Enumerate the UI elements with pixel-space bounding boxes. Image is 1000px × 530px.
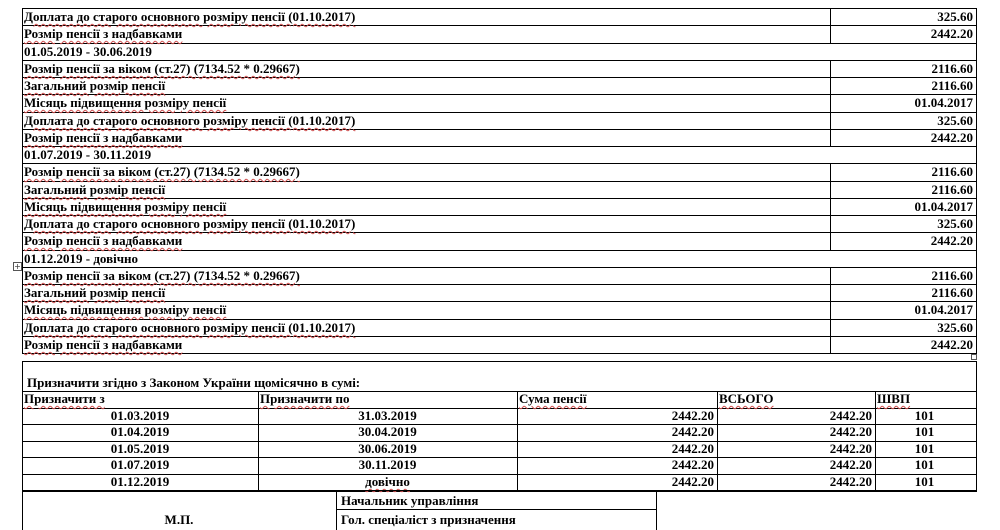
col-split bbox=[830, 232, 831, 250]
row-border-left bbox=[22, 77, 23, 94]
assign-cell: 2442.20 bbox=[671, 408, 714, 423]
pension-line-label: Розмір пенсії з надбавками bbox=[24, 130, 183, 145]
col-split bbox=[830, 8, 831, 25]
pension-line-label: Доплата до старого основного розміру пенсії (01.10.2017) bbox=[24, 216, 356, 231]
row-border-right bbox=[976, 319, 977, 336]
pension-line-value: 2116.60 bbox=[931, 285, 973, 300]
period-heading: 01.05.2019 - 30.06.2019 bbox=[24, 44, 152, 59]
stamp-label: М.П. bbox=[164, 512, 194, 527]
assign-cell: 30.06.2019 bbox=[358, 441, 417, 456]
assign-cell: 101 bbox=[914, 408, 935, 423]
row-border-left bbox=[22, 232, 23, 250]
row-border-left bbox=[22, 250, 23, 267]
row-border-right bbox=[976, 232, 977, 250]
row-border-right bbox=[976, 250, 977, 267]
row-border-right bbox=[976, 129, 977, 146]
assign-cell: 01.12.2019 bbox=[110, 474, 170, 489]
row-line bbox=[22, 43, 977, 44]
row-border-right bbox=[976, 77, 977, 94]
assign-header: ШВП bbox=[877, 391, 911, 406]
pension-line-value: 2442.20 bbox=[930, 233, 973, 248]
row-border-left bbox=[22, 8, 23, 25]
row-border-left bbox=[22, 25, 23, 43]
pension-line-value: 2442.20 bbox=[930, 26, 973, 41]
col-split bbox=[830, 319, 831, 336]
row-border-left bbox=[22, 94, 23, 112]
assign-header: Призначити по bbox=[260, 391, 350, 406]
pension-line-value: 2116.60 bbox=[931, 268, 973, 283]
assign-cell: 101 bbox=[914, 424, 935, 439]
assign-cell: 2442.20 bbox=[829, 457, 872, 472]
assign-cell: 30.11.2019 bbox=[358, 457, 417, 472]
footer-mid-line bbox=[336, 490, 337, 530]
pension-line-label: Розмір пенсії з надбавками bbox=[24, 26, 183, 41]
row-border-right bbox=[976, 267, 977, 284]
assign-header: Сума пенсії bbox=[519, 391, 587, 406]
pension-line-value: 2442.20 bbox=[930, 337, 973, 352]
assign-header: Призначити з bbox=[24, 391, 105, 406]
row-border-right bbox=[976, 198, 977, 215]
footer-right-line bbox=[656, 490, 657, 530]
row-border-left bbox=[22, 215, 23, 232]
pension-line-label: Розмір пенсії за віком (ст.27) (7134.52 * 0.29667) bbox=[24, 164, 300, 179]
assign-cell: 2442.20 bbox=[671, 441, 714, 456]
row-border-right bbox=[976, 60, 977, 77]
assign-col-line bbox=[976, 391, 977, 491]
col-split bbox=[830, 267, 831, 284]
col-split bbox=[830, 181, 831, 198]
assign-cell: 2442.20 bbox=[829, 424, 872, 439]
pension-line-label: Розмір пенсії з надбавками bbox=[24, 337, 183, 352]
row-border-left bbox=[22, 163, 23, 181]
assign-cell: 01.03.2019 bbox=[110, 408, 170, 423]
pension-line-label: Місяць підвищення розміру пенсії bbox=[24, 302, 227, 317]
pension-line-value: 325.60 bbox=[937, 320, 973, 335]
assign-cell: 2442.20 bbox=[829, 441, 872, 456]
row-border-left bbox=[22, 336, 23, 353]
row-border-right bbox=[976, 43, 977, 60]
footer-inner-line bbox=[336, 509, 656, 510]
table-resize-handle-icon[interactable] bbox=[971, 354, 977, 360]
row-border-right bbox=[976, 336, 977, 353]
assign-cell: 2442.20 bbox=[671, 457, 714, 472]
row-border-right bbox=[976, 181, 977, 198]
assign-cell: 101 bbox=[914, 474, 935, 489]
assign-cell: 2442.20 bbox=[829, 474, 872, 489]
pension-line-label: Розмір пенсії за віком (ст.27) (7134.52 * 0.29667) bbox=[24, 61, 300, 76]
pension-line-value: 325.60 bbox=[937, 216, 973, 231]
row-border-left bbox=[22, 319, 23, 336]
pension-line-label: Доплата до старого основного розміру пенсії (01.10.2017) bbox=[24, 9, 356, 24]
col-split bbox=[830, 163, 831, 181]
assign-cell: 31.03.2019 bbox=[358, 408, 417, 423]
chief-specialist-label: Гол. спеціаліст з призначення bbox=[341, 512, 516, 527]
row-border-right bbox=[976, 301, 977, 319]
row-border-left bbox=[22, 129, 23, 146]
assign-cell: 01.04.2019 bbox=[110, 424, 170, 439]
col-split bbox=[830, 336, 831, 353]
col-split bbox=[830, 301, 831, 319]
pension-line-value: 2116.60 bbox=[931, 182, 973, 197]
assign-cell: 2442.20 bbox=[671, 474, 714, 489]
period-heading: 01.07.2019 - 30.11.2019 bbox=[24, 147, 152, 162]
pension-line-label: Місяць підвищення розміру пенсії bbox=[24, 199, 227, 214]
row-border-right bbox=[976, 25, 977, 43]
row-border-right bbox=[976, 284, 977, 301]
col-split bbox=[830, 60, 831, 77]
col-split bbox=[830, 94, 831, 112]
assign-cell: 01.05.2019 bbox=[110, 441, 170, 456]
footer-top-line bbox=[22, 490, 977, 491]
period-heading: 01.12.2019 - довічно bbox=[24, 251, 139, 266]
pension-line-label: Загальний розмір пенсії bbox=[24, 78, 166, 93]
assign-cell: 101 bbox=[914, 457, 935, 472]
row-border-left bbox=[22, 267, 23, 284]
border-right bbox=[976, 361, 977, 391]
pension-line-label: Загальний розмір пенсії bbox=[24, 285, 166, 300]
assign-cell: 101 bbox=[914, 441, 935, 456]
row-border-left bbox=[22, 112, 23, 129]
pension-line-label: Загальний розмір пенсії bbox=[24, 182, 166, 197]
row-border-left bbox=[22, 301, 23, 319]
row-border-right bbox=[976, 94, 977, 112]
assign-row-line bbox=[22, 391, 977, 392]
pension-line-value: 01.04.2017 bbox=[914, 95, 973, 110]
col-split bbox=[830, 77, 831, 94]
row-border-left bbox=[22, 60, 23, 77]
row-border-left bbox=[22, 146, 23, 163]
assign-header: ВСЬОГО bbox=[719, 391, 774, 406]
row-border-left bbox=[22, 181, 23, 198]
row-line bbox=[22, 146, 977, 147]
assign-cell: довічно bbox=[365, 474, 410, 489]
pension-line-label: Доплата до старого основного розміру пенсії (01.10.2017) bbox=[24, 320, 356, 335]
row-border-right bbox=[976, 146, 977, 163]
row-line bbox=[22, 353, 977, 354]
row-border-left bbox=[22, 43, 23, 60]
divider bbox=[22, 361, 977, 362]
pension-line-value: 2116.60 bbox=[931, 78, 973, 93]
pension-line-value: 2116.60 bbox=[931, 61, 973, 76]
col-split bbox=[830, 25, 831, 43]
assign-cell: 2442.20 bbox=[829, 408, 872, 423]
col-split bbox=[830, 112, 831, 129]
row-border-right bbox=[976, 215, 977, 232]
col-split bbox=[830, 215, 831, 232]
pension-line-value: 325.60 bbox=[937, 113, 973, 128]
assign-row-line bbox=[22, 491, 977, 492]
row-line bbox=[22, 250, 977, 251]
pension-line-label: Розмір пенсії за віком (ст.27) (7134.52 * 0.29667) bbox=[24, 268, 300, 283]
row-border-left bbox=[22, 198, 23, 215]
pension-line-value: 2442.20 bbox=[930, 130, 973, 145]
assign-cell: 30.04.2019 bbox=[358, 424, 417, 439]
assign-cell: 01.07.2019 bbox=[110, 457, 170, 472]
pension-line-value: 01.04.2017 bbox=[914, 302, 973, 317]
row-border-right bbox=[976, 163, 977, 181]
table-move-handle-icon[interactable]: + bbox=[14, 262, 21, 271]
pension-line-value: 2116.60 bbox=[931, 164, 973, 179]
row-border-right bbox=[976, 8, 977, 25]
row-border-left bbox=[22, 284, 23, 301]
pension-line-label: Розмір пенсії з надбавками bbox=[24, 233, 183, 248]
pension-line-label: Місяць підвищення розміру пенсії bbox=[24, 95, 227, 110]
head-of-department-label: Начальник управління bbox=[341, 493, 479, 508]
row-border-right bbox=[976, 112, 977, 129]
col-split bbox=[830, 129, 831, 146]
col-split bbox=[830, 198, 831, 215]
col-split bbox=[830, 284, 831, 301]
pension-line-label: Доплата до старого основного розміру пенсії (01.10.2017) bbox=[24, 113, 356, 128]
assign-cell: 2442.20 bbox=[671, 424, 714, 439]
border-left bbox=[22, 361, 23, 391]
assign-title: Призначити згідно з Законом України щомісячно в сумі: bbox=[27, 375, 361, 390]
pension-line-value: 325.60 bbox=[937, 9, 973, 24]
pension-line-value: 01.04.2017 bbox=[914, 199, 973, 214]
